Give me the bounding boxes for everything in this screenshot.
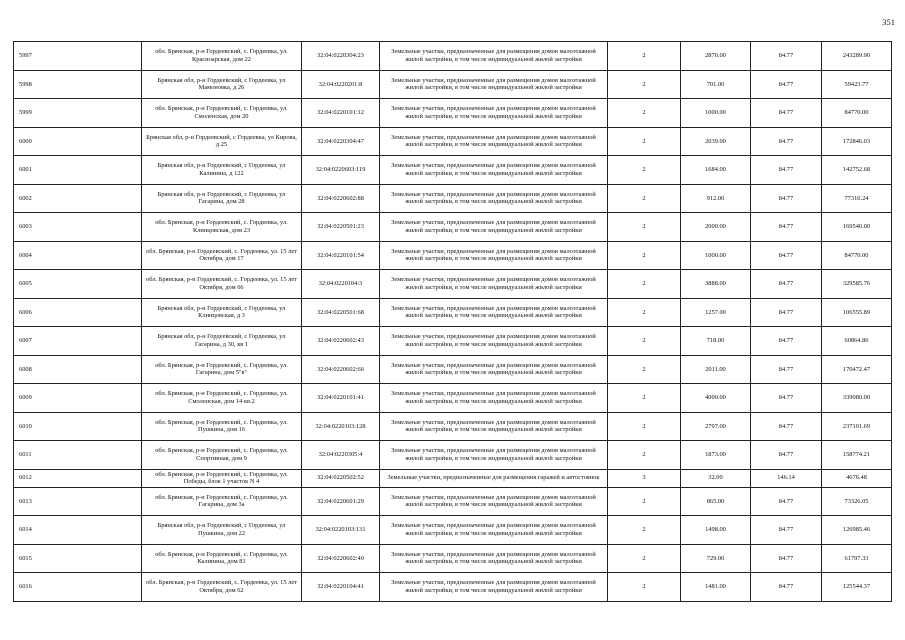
specific-value-cell: 84.77 [751, 99, 822, 128]
group-cell: 2 [608, 70, 681, 99]
area-cell: 729.00 [681, 544, 751, 573]
table-row [14, 156, 892, 185]
row-number: 6000 [14, 127, 142, 156]
area-cell: 2011.00 [681, 355, 751, 384]
row-number: 6006 [14, 298, 142, 327]
row-number: 6004 [14, 241, 142, 270]
group-cell: 2 [608, 412, 681, 441]
land-use-cell: Земельные участки, предназначенные для размещения домов малоэтажной жилой застройки, в том числе индивидуальной жилой застройки [380, 241, 608, 270]
group-cell: 2 [608, 156, 681, 185]
cadastral-number-cell: 32:04:0220201:8 [302, 70, 380, 99]
group-cell: 2 [608, 99, 681, 128]
address-cell: Брянская обл, р-н Гордеевский, с Гордеевка, ул Гагарина, дом 28 [142, 184, 302, 213]
group-cell: 3 [608, 469, 681, 487]
group-cell: 2 [608, 384, 681, 413]
cadastral-value-cell: 172846.03 [822, 127, 892, 156]
cadastral-number-cell: 32:04:0220603:119 [302, 156, 380, 185]
address-cell: обл. Брянская, р-н Гордеевский, с. Гордеевка, ул. 15 лет Октября, дом 17 [142, 241, 302, 270]
cadastral-number-cell: 32:04:0220602:88 [302, 184, 380, 213]
area-cell: 865.00 [681, 487, 751, 516]
page-number: 351 [882, 17, 895, 27]
table-row [14, 298, 892, 327]
cadastral-number-cell: 32:04:0220602:66 [302, 355, 380, 384]
cadastral-value-cell: 4676.48 [822, 469, 892, 487]
table-row [14, 469, 892, 487]
table-row [14, 70, 892, 99]
cadastral-value-cell: 73326.05 [822, 487, 892, 516]
specific-value-cell: 84.77 [751, 441, 822, 470]
cadastral-value-cell: 126985.46 [822, 516, 892, 545]
row-number: 6009 [14, 384, 142, 413]
cadastral-number-cell: 32:04:0220101:41 [302, 384, 380, 413]
group-cell: 2 [608, 213, 681, 242]
cadastral-number-cell: 32:04:0220304:23 [302, 42, 380, 71]
cadastral-number-cell: 32:04:0220601:29 [302, 487, 380, 516]
group-cell: 2 [608, 487, 681, 516]
address-cell: Брянская обл, р-н Гордеевский, с Гордеевка, ул Пушкина, дом 22 [142, 516, 302, 545]
land-use-cell: Земельные участки, предназначенные для размещения домов малоэтажной жилой застройки, в том числе индивидуальной жилой застройки [380, 327, 608, 356]
land-use-cell: Земельные участки, предназначенные для размещения домов малоэтажной жилой застройки, в том числе индивидуальной жилой застройки [380, 213, 608, 242]
table-row [14, 573, 892, 602]
row-number: 5999 [14, 99, 142, 128]
cadastral-number-cell: 32:04:0220103:131 [302, 516, 380, 545]
area-cell: 1498.00 [681, 516, 751, 545]
land-use-cell: Земельные участки, предназначенные для размещения домов малоэтажной жилой застройки, в том числе индивидуальной жилой застройки [380, 355, 608, 384]
table-row [14, 516, 892, 545]
table-row [14, 384, 892, 413]
row-number: 6012 [14, 469, 142, 487]
land-use-cell: Земельные участки, предназначенные для размещения домов малоэтажной жилой застройки, в том числе индивидуальной жилой застройки [380, 298, 608, 327]
group-cell: 2 [608, 241, 681, 270]
row-number: 5997 [14, 42, 142, 71]
group-cell: 2 [608, 127, 681, 156]
group-cell: 2 [608, 355, 681, 384]
specific-value-cell: 84.77 [751, 412, 822, 441]
cadastral-number-cell: 32:04:0220502:52 [302, 469, 380, 487]
specific-value-cell: 84.77 [751, 544, 822, 573]
land-use-cell: Земельные участки, предназначенные для размещения домов малоэтажной жилой застройки, в том числе индивидуальной жилой застройки [380, 70, 608, 99]
address-cell: Брянская обл, р-н Гордеевский, с Гордеевка, ул Кирова, д 25 [142, 127, 302, 156]
cadastral-value-cell: 170472.47 [822, 355, 892, 384]
specific-value-cell: 146.14 [751, 469, 822, 487]
cadastral-number-cell: 32:04:0220602:43 [302, 327, 380, 356]
address-cell: обл. Брянская, р-н Гордеевский, с. Гордеевка, ул. 15 лет Октября, дом 62 [142, 573, 302, 602]
table-row [14, 127, 892, 156]
group-cell: 2 [608, 327, 681, 356]
cadastral-value-cell: 84770.00 [822, 241, 892, 270]
table-row [14, 544, 892, 573]
specific-value-cell: 84.77 [751, 270, 822, 299]
address-cell: Брянская обл, р-н Гордеевский, с Гордеевка, ул Гагарина, д 30, кв 1 [142, 327, 302, 356]
area-cell: 1481.00 [681, 573, 751, 602]
land-use-cell: Земельные участки, предназначенные для размещения домов малоэтажной жилой застройки, в том числе индивидуальной жилой застройки [380, 573, 608, 602]
specific-value-cell: 84.77 [751, 241, 822, 270]
cadastral-value-cell: 237101.69 [822, 412, 892, 441]
land-use-cell: Земельные участки, предназначенные для размещения домов малоэтажной жилой застройки, в том числе индивидуальной жилой застройки [380, 42, 608, 71]
cadastral-value-cell: 158774.21 [822, 441, 892, 470]
specific-value-cell: 84.77 [751, 327, 822, 356]
cadastral-number-cell: 32:04:0220305:4 [302, 441, 380, 470]
row-number: 6007 [14, 327, 142, 356]
row-number: 6011 [14, 441, 142, 470]
table-row [14, 184, 892, 213]
address-cell: обл. Брянская, р-н Гордеевский, с. Гордеевка, ул. Калинина, дом 81 [142, 544, 302, 573]
cadastral-value-cell: 125544.37 [822, 573, 892, 602]
land-plots-table [13, 41, 892, 602]
group-cell: 2 [608, 270, 681, 299]
group-cell: 2 [608, 573, 681, 602]
area-cell: 1000.00 [681, 241, 751, 270]
address-cell: обл. Брянская, р-н Гордеевский, с. Гордеевка, ул. Спортивная, дом 9 [142, 441, 302, 470]
area-cell: 718.00 [681, 327, 751, 356]
specific-value-cell: 84.77 [751, 384, 822, 413]
area-cell: 912.00 [681, 184, 751, 213]
group-cell: 2 [608, 516, 681, 545]
specific-value-cell: 84.77 [751, 298, 822, 327]
cadastral-number-cell: 32:04:0220103:128 [302, 412, 380, 441]
address-cell: обл. Брянская, р-н Гордеевский, с. Гордеевка, ул. Гагарина, дом 3а [142, 487, 302, 516]
land-use-cell: Земельные участки, предназначенные для размещения гаражей и автостоянок [380, 469, 608, 487]
address-cell: обл. Брянская, р-н Гордеевский, с. Гордеевка, ул. Смоленская, дом 20 [142, 99, 302, 128]
address-cell: обл. Брянская, р-н Гордеевский, с. Гордеевка, ул. 15 лет Октября, дом 66 [142, 270, 302, 299]
area-cell: 2797.00 [681, 412, 751, 441]
address-cell: Брянская обл, р-н Гордеевский, с Гордеевка, ул Мамоновка, д 26 [142, 70, 302, 99]
row-number: 6010 [14, 412, 142, 441]
cadastral-number-cell: 32:04:0220501:23 [302, 213, 380, 242]
table-row [14, 213, 892, 242]
address-cell: обл. Брянская, р-н Гордеевский, с. Гордеевка, ул. Пушкина, дом 16 [142, 412, 302, 441]
address-cell: обл. Брянская, р-н Гордеевский, с. Гордеевка, ул. Гагарина, дом 5"в" [142, 355, 302, 384]
cadastral-number-cell: 32:04:0220104:41 [302, 573, 380, 602]
cadastral-value-cell: 59423.77 [822, 70, 892, 99]
cadastral-value-cell: 243289.90 [822, 42, 892, 71]
area-cell: 1684.00 [681, 156, 751, 185]
specific-value-cell: 84.77 [751, 213, 822, 242]
address-cell: Брянская обл, р-н Гордеевский, с Гордеевка, ул Калинина, д 122 [142, 156, 302, 185]
land-use-cell: Земельные участки, предназначенные для размещения домов малоэтажной жилой застройки, в том числе индивидуальной жилой застройки [380, 516, 608, 545]
row-number: 6002 [14, 184, 142, 213]
cadastral-value-cell: 169540.00 [822, 213, 892, 242]
area-cell: 2870.00 [681, 42, 751, 71]
address-cell: обл. Брянская, р-н Гордеевский, с. Гордеевка, ул. Победы, блок 1 участок N 4 [142, 469, 302, 487]
address-cell: обл. Брянская, р-н Гордеевский, с. Гордеевка, ул. Красноарская, дом 22 [142, 42, 302, 71]
group-cell: 2 [608, 441, 681, 470]
land-use-cell: Земельные участки, предназначенные для размещения домов малоэтажной жилой застройки, в том числе индивидуальной жилой застройки [380, 412, 608, 441]
table-row [14, 241, 892, 270]
table-row [14, 270, 892, 299]
cadastral-number-cell: 32:04:0220304:47 [302, 127, 380, 156]
table-row [14, 412, 892, 441]
specific-value-cell: 84.77 [751, 516, 822, 545]
group-cell: 2 [608, 184, 681, 213]
specific-value-cell: 84.77 [751, 184, 822, 213]
row-number: 5998 [14, 70, 142, 99]
row-number: 6015 [14, 544, 142, 573]
row-number: 6003 [14, 213, 142, 242]
table-row [14, 487, 892, 516]
cadastral-value-cell: 84770.00 [822, 99, 892, 128]
cadastral-number-cell: 32:04:0220501:68 [302, 298, 380, 327]
land-use-cell: Земельные участки, предназначенные для размещения домов малоэтажной жилой застройки, в том числе индивидуальной жилой застройки [380, 127, 608, 156]
specific-value-cell: 84.77 [751, 42, 822, 71]
area-cell: 2000.00 [681, 213, 751, 242]
address-cell: Брянская обл, р-н Гордеевский, с Гордеевка, ул Клинцовская, д 3 [142, 298, 302, 327]
specific-value-cell: 84.77 [751, 156, 822, 185]
cadastral-number-cell: 32:04:0220101:12 [302, 99, 380, 128]
table-row [14, 441, 892, 470]
specific-value-cell: 84.77 [751, 70, 822, 99]
group-cell: 2 [608, 298, 681, 327]
area-cell: 1000.00 [681, 99, 751, 128]
group-cell: 2 [608, 42, 681, 71]
area-cell: 3888.00 [681, 270, 751, 299]
area-cell: 4000.00 [681, 384, 751, 413]
cadastral-value-cell: 329585.76 [822, 270, 892, 299]
specific-value-cell: 84.77 [751, 487, 822, 516]
land-use-cell: Земельные участки, предназначенные для размещения домов малоэтажной жилой застройки, в том числе индивидуальной жилой застройки [380, 184, 608, 213]
table-row [14, 327, 892, 356]
cadastral-value-cell: 61797.33 [822, 544, 892, 573]
area-cell: 1873.00 [681, 441, 751, 470]
specific-value-cell: 84.77 [751, 573, 822, 602]
land-use-cell: Земельные участки, предназначенные для размещения домов малоэтажной жилой застройки, в том числе индивидуальной жилой застройки [380, 441, 608, 470]
cadastral-number-cell: 32:04:0220602:40 [302, 544, 380, 573]
area-cell: 1257.00 [681, 298, 751, 327]
row-number: 6005 [14, 270, 142, 299]
land-use-cell: Земельные участки, предназначенные для размещения домов малоэтажной жилой застройки, в том числе индивидуальной жилой застройки [380, 156, 608, 185]
cadastral-value-cell: 339080.00 [822, 384, 892, 413]
address-cell: обл. Брянская, р-н Гордеевский, с. Гордеевка, ул. Смоленская, дом 14 кв.2 [142, 384, 302, 413]
row-number: 6016 [14, 573, 142, 602]
cadastral-value-cell: 60864.86 [822, 327, 892, 356]
row-number: 6001 [14, 156, 142, 185]
area-cell: 701.00 [681, 70, 751, 99]
row-number: 6014 [14, 516, 142, 545]
table-row [14, 42, 892, 71]
cadastral-value-cell: 142752.68 [822, 156, 892, 185]
area-cell: 32.00 [681, 469, 751, 487]
row-number: 6013 [14, 487, 142, 516]
table-row [14, 355, 892, 384]
table-row [14, 99, 892, 128]
land-use-cell: Земельные участки, предназначенные для размещения домов малоэтажной жилой застройки, в том числе индивидуальной жилой застройки [380, 270, 608, 299]
specific-value-cell: 84.77 [751, 127, 822, 156]
land-use-cell: Земельные участки, предназначенные для размещения домов малоэтажной жилой застройки, в том числе индивидуальной жилой застройки [380, 487, 608, 516]
address-cell: обл. Брянская, р-н Гордеевский, с. Гордеевка, ул. Клинцовская, дом 23 [142, 213, 302, 242]
row-number: 6008 [14, 355, 142, 384]
cadastral-number-cell: 32:04:0220101:54 [302, 241, 380, 270]
land-use-cell: Земельные участки, предназначенные для размещения домов малоэтажной жилой застройки, в том числе индивидуальной жилой застройки [380, 544, 608, 573]
cadastral-value-cell: 77310.24 [822, 184, 892, 213]
cadastral-value-cell: 106555.89 [822, 298, 892, 327]
land-use-cell: Земельные участки, предназначенные для размещения домов малоэтажной жилой застройки, в том числе индивидуальной жилой застройки [380, 99, 608, 128]
group-cell: 2 [608, 544, 681, 573]
area-cell: 2039.00 [681, 127, 751, 156]
land-use-cell: Земельные участки, предназначенные для размещения домов малоэтажной жилой застройки, в том числе индивидуальной жилой застройки [380, 384, 608, 413]
specific-value-cell: 84.77 [751, 355, 822, 384]
table-body [14, 42, 892, 602]
cadastral-number-cell: 32:04:0220104:3 [302, 270, 380, 299]
